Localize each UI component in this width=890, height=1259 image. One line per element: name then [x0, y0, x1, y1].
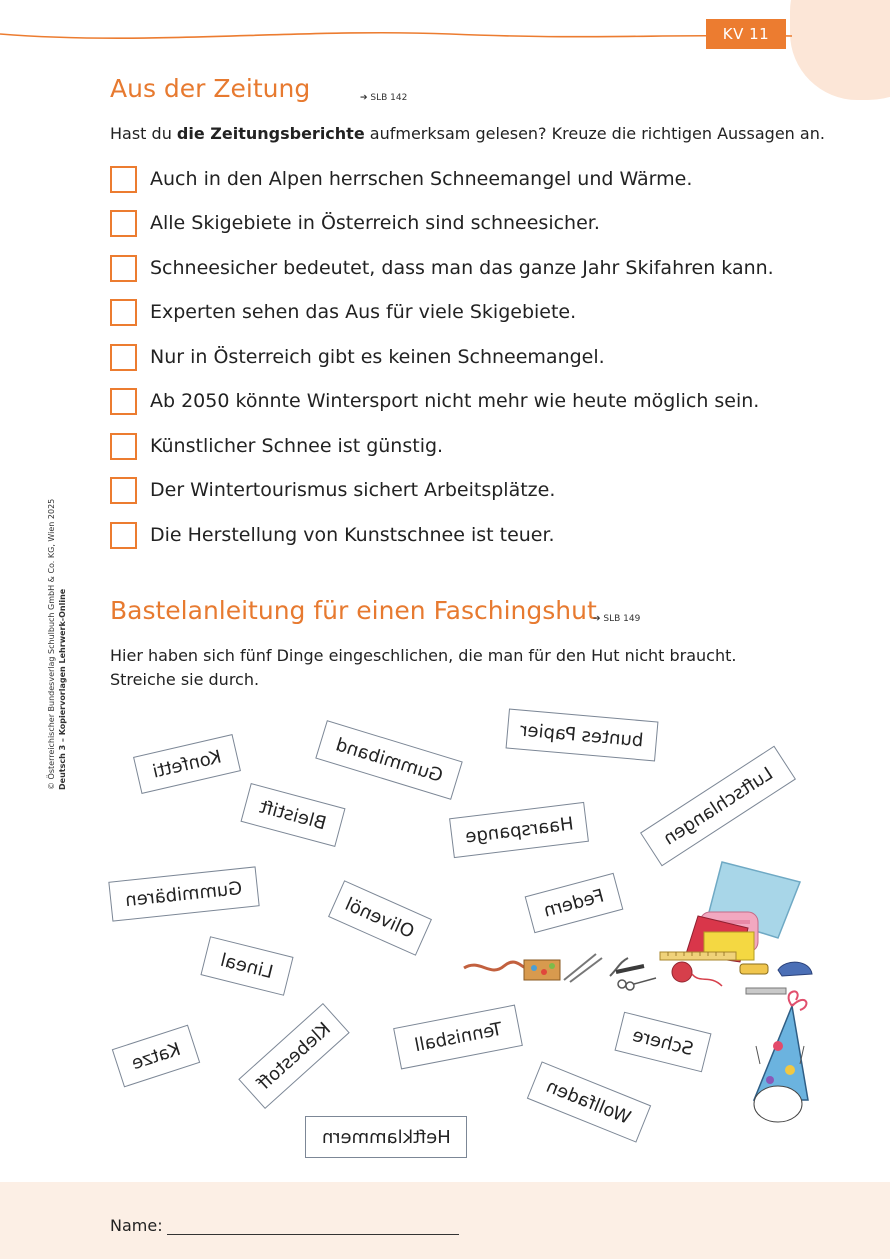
- word-card-label: Katze: [128, 1038, 184, 1074]
- word-card-label: Luftschlangen: [659, 762, 777, 850]
- instruction-line-2: Streiche sie durch.: [110, 670, 260, 689]
- name-label: Name:: [110, 1216, 163, 1235]
- statement-checkbox[interactable]: [110, 255, 137, 282]
- word-card-label: Klebestoff: [253, 1018, 335, 1094]
- word-card-label: Lineal: [218, 949, 276, 983]
- statement-checkbox[interactable]: [110, 299, 137, 326]
- word-card-label: Olivenöl: [342, 893, 418, 943]
- statement-item: [110, 297, 810, 327]
- statement-checkbox[interactable]: [110, 388, 137, 415]
- statement-text: Auch in den Alpen herrschen Schneemangel und Wärme.: [150, 168, 693, 190]
- statement-text: Ab 2050 könnte Wintersport nicht mehr wie heute möglich sein.: [150, 390, 760, 412]
- word-card[interactable]: [200, 936, 293, 996]
- word-card-label: Tennisball: [412, 1018, 504, 1056]
- statement-checkbox[interactable]: [110, 477, 137, 504]
- statement-item: [110, 520, 810, 550]
- statement-item: [110, 386, 810, 416]
- word-card-label: Gummiband: [332, 733, 446, 787]
- statement-item: [110, 253, 810, 283]
- statement-item: [110, 208, 810, 238]
- word-card-label: Bleistift: [257, 796, 329, 834]
- word-card[interactable]: [305, 1116, 467, 1158]
- word-card-label: Konfetti: [150, 745, 224, 783]
- word-card[interactable]: [328, 880, 432, 956]
- copyright-note: [46, 460, 68, 790]
- statement-text: Die Herstellung von Kunstschnee ist teuer.: [150, 524, 555, 546]
- word-card[interactable]: [133, 734, 241, 794]
- craft-materials-illustration: [460, 850, 820, 1130]
- book-line: Deutsch 3 – Kopiervorlagen Lehrwerk-Online: [58, 588, 67, 790]
- word-card[interactable]: [640, 746, 796, 867]
- statement-text: Künstlicher Schnee ist günstig.: [150, 435, 444, 457]
- instruction-text: [110, 644, 736, 692]
- word-card-label: Federn: [541, 884, 607, 922]
- statement-text: Experten sehen das Aus für viele Skigebiete.: [150, 301, 577, 323]
- word-card[interactable]: [238, 1003, 349, 1109]
- instruction-pre: Hast du: [110, 124, 177, 143]
- instruction-bold: die Zeitungsberichte: [176, 124, 365, 143]
- instruction-post: aufmerksam gelesen? Kreuze die richtigen Aussagen an.: [364, 124, 825, 143]
- word-card-label: Schere: [630, 1024, 696, 1060]
- word-card[interactable]: [315, 720, 462, 800]
- statement-item: [110, 342, 810, 372]
- section-title-newspaper: Aus der Zeitung: [110, 74, 311, 103]
- instruction-text: [110, 122, 825, 146]
- statement-item: [110, 431, 810, 461]
- statement-text: Schneesicher bedeutet, dass man das ganze Jahr Skifahren kann.: [150, 257, 774, 279]
- word-card[interactable]: [506, 709, 659, 762]
- textbook-reference: ➔ SLB 142: [360, 93, 408, 103]
- instruction-line-1: Hier haben sich fünf Dinge eingeschlichen, die man für den Hut nicht braucht.: [110, 646, 737, 665]
- statement-text: Nur in Österreich gibt es keinen Schneemangel.: [150, 346, 605, 368]
- word-card[interactable]: [112, 1025, 200, 1088]
- word-card[interactable]: [240, 783, 345, 847]
- section-title-craft: Bastelanleitung für einen Faschingshut: [110, 596, 597, 625]
- statement-checkbox[interactable]: [110, 344, 137, 371]
- statement-checkbox[interactable]: [110, 433, 137, 460]
- word-card[interactable]: [108, 866, 259, 921]
- statement-checkbox[interactable]: [110, 166, 137, 193]
- statement-item: [110, 475, 810, 505]
- statement-text: Alle Skigebiete in Österreich sind schneesicher.: [150, 212, 600, 234]
- word-card-label: Haarspange: [463, 812, 575, 848]
- statement-checkbox[interactable]: [110, 210, 137, 237]
- word-card-label: Heftklammern: [321, 1126, 451, 1148]
- word-card-label: buntes Papier: [519, 719, 645, 751]
- textbook-reference: ➔ SLB 149: [593, 614, 641, 624]
- statement-text: Der Wintertourismus sichert Arbeitsplätze.: [150, 479, 556, 501]
- worksheet-badge: KV 11: [706, 19, 786, 49]
- statement-checkbox[interactable]: [110, 522, 137, 549]
- name-field[interactable]: [167, 1234, 459, 1235]
- statement-item: [110, 164, 810, 194]
- word-card-label: Gummibären: [124, 877, 244, 911]
- copyright-line: © Österreichischer Bundesverlag Schulbuch GmbH & Co. KG, Wien 2025: [47, 498, 56, 790]
- word-card-label: Wollfaden: [543, 1075, 635, 1129]
